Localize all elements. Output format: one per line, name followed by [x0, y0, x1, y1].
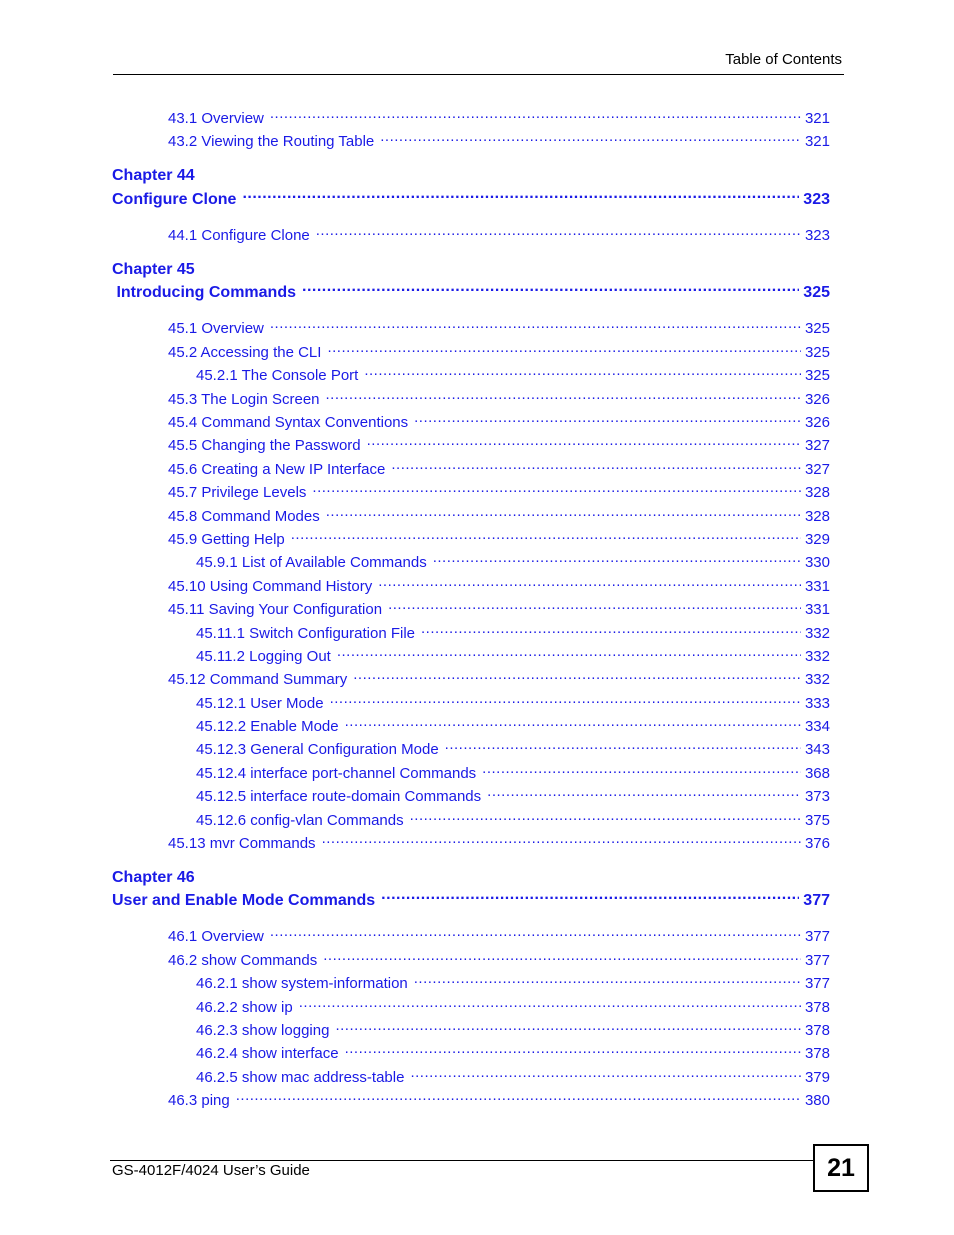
- dot-leader: [380, 131, 801, 146]
- toc-entry-label: 44.1 Configure Clone: [168, 227, 310, 244]
- toc-entry-page: 375: [804, 812, 830, 829]
- dot-leader: [414, 412, 801, 427]
- toc-entry-page: 378: [804, 999, 830, 1016]
- page-number-box: [813, 1144, 869, 1192]
- toc-subsection-entry[interactable]: [196, 786, 830, 805]
- toc-entry-page: 328: [804, 484, 830, 501]
- toc-entry-page: 331: [804, 578, 830, 595]
- dot-leader: [414, 973, 801, 988]
- toc-entry-page: 326: [804, 414, 830, 431]
- toc-entry-label: 45.2 Accessing the CLI: [168, 344, 322, 361]
- page-number: 21: [827, 1153, 855, 1182]
- toc-section-entry[interactable]: [168, 225, 830, 244]
- toc-entry-page: 327: [804, 461, 830, 478]
- toc-entry-page: 323: [803, 191, 830, 208]
- toc-entry-label: 45.3 The Login Screen: [168, 391, 320, 408]
- toc-entry-label: 45.7 Privilege Levels: [168, 484, 307, 501]
- dot-leader: [337, 646, 801, 661]
- toc-entry-label: 45.6 Creating a New IP Interface: [168, 461, 386, 478]
- toc-entry-page: 368: [804, 765, 830, 782]
- toc-entry-label: Configure Clone: [112, 191, 237, 208]
- toc-section-entry[interactable]: [168, 412, 830, 431]
- toc-section-entry[interactable]: [168, 108, 830, 127]
- toc-subsection-entry[interactable]: [196, 810, 830, 829]
- toc-entry-page: 332: [804, 648, 830, 665]
- toc-entry-page: 323: [804, 227, 830, 244]
- toc-entry-label: 46.2.4 show interface: [196, 1045, 339, 1062]
- footer-guide-title: GS-4012F/4024 User’s Guide: [112, 1162, 310, 1179]
- toc-section-entry[interactable]: [168, 669, 830, 688]
- toc-section-entry[interactable]: [168, 926, 830, 945]
- toc-entry-page: 331: [804, 601, 830, 618]
- dot-leader: [335, 1020, 801, 1035]
- dot-leader: [421, 623, 801, 638]
- dot-leader: [326, 389, 801, 404]
- dot-leader: [270, 318, 801, 333]
- toc-section-entry[interactable]: [168, 576, 830, 595]
- footer-rule: [110, 1160, 815, 1161]
- toc-entry-page: 325: [803, 284, 830, 301]
- dot-leader: [367, 435, 801, 450]
- toc-entry-label: Introducing Commands: [112, 284, 296, 301]
- toc-subsection-entry[interactable]: [196, 623, 830, 642]
- toc-subsection-entry[interactable]: [196, 997, 830, 1016]
- toc-entry-label: 45.11.1 Switch Configuration File: [196, 625, 416, 642]
- toc-entry-label: 46.2.2 show ip: [196, 999, 293, 1016]
- toc-entry-label: 45.11 Saving Your Configuration: [168, 601, 383, 618]
- toc-subsection-entry[interactable]: [196, 693, 830, 712]
- toc-chapter-entry[interactable]: [112, 281, 830, 302]
- dot-leader: [291, 529, 801, 544]
- toc-entry-page: 377: [804, 975, 830, 992]
- toc-entry-label: 45.12.5 interface route-domain Commands: [196, 788, 482, 805]
- toc-section-entry[interactable]: [168, 529, 830, 548]
- toc-entry-label: 45.11.2 Logging Out: [196, 648, 331, 665]
- toc-entry-page: 326: [804, 391, 830, 408]
- toc-entry-page: 376: [804, 835, 830, 852]
- toc-entry-page: 378: [804, 1022, 830, 1039]
- toc-section-entry[interactable]: [168, 599, 830, 618]
- toc-entry-label: 45.2.1 The Console Port: [196, 367, 359, 384]
- dot-leader: [364, 365, 801, 380]
- toc-entry-page: 332: [804, 625, 830, 642]
- chapter-number[interactable]: Chapter 44: [112, 167, 195, 184]
- dot-leader: [236, 1090, 801, 1105]
- toc-entry-label: 46.2.1 show system-information: [196, 975, 408, 992]
- toc-chapter-entry[interactable]: [112, 889, 830, 910]
- toc-entry-label: 46.2 show Commands: [168, 952, 318, 969]
- toc-section-entry[interactable]: [168, 506, 830, 525]
- toc-subsection-entry[interactable]: [196, 716, 830, 735]
- toc-section-entry[interactable]: [168, 950, 830, 969]
- toc-entry-page: 379: [804, 1069, 830, 1086]
- toc-entry-label: 46.1 Overview: [168, 928, 264, 945]
- dot-leader: [327, 342, 801, 357]
- dot-leader: [322, 833, 801, 848]
- toc-section-entry[interactable]: [168, 1090, 830, 1109]
- toc-subsection-entry[interactable]: [196, 739, 830, 758]
- toc-entry-page: 328: [804, 508, 830, 525]
- toc-entry-page: 321: [804, 133, 830, 150]
- toc-subsection-entry[interactable]: [196, 552, 830, 571]
- toc-section-entry[interactable]: [168, 131, 830, 150]
- toc-entry-label: 45.1 Overview: [168, 320, 264, 337]
- toc-entry-label: 45.12.3 General Configuration Mode: [196, 741, 439, 758]
- dot-leader: [302, 281, 799, 297]
- toc-entry-page: 373: [804, 788, 830, 805]
- dot-leader: [270, 926, 801, 941]
- header-rule: [113, 74, 844, 75]
- chapter-number[interactable]: Chapter 46: [112, 869, 195, 886]
- toc-subsection-entry[interactable]: [196, 1020, 830, 1039]
- toc-section-entry[interactable]: [168, 342, 830, 361]
- dot-leader: [487, 786, 801, 801]
- toc-entry-label: 45.4 Command Syntax Conventions: [168, 414, 409, 431]
- dot-leader: [345, 716, 801, 731]
- dot-leader: [482, 763, 801, 778]
- chapter-number[interactable]: Chapter 45: [112, 261, 195, 278]
- toc-entry-page: 329: [804, 531, 830, 548]
- toc-subsection-entry[interactable]: [196, 1043, 830, 1062]
- toc-entry-page: 330: [804, 554, 830, 571]
- toc-entry-page: 377: [804, 928, 830, 945]
- toc-section-entry[interactable]: [168, 389, 830, 408]
- toc-entry-page: 327: [804, 437, 830, 454]
- toc-entry-label: 45.9 Getting Help: [168, 531, 285, 548]
- toc-entry-page: 325: [804, 320, 830, 337]
- toc-section-entry[interactable]: [168, 833, 830, 852]
- dot-leader: [391, 459, 801, 474]
- toc-subsection-entry[interactable]: [196, 1067, 830, 1086]
- dot-leader: [353, 669, 801, 684]
- dot-leader: [378, 576, 801, 591]
- toc-entry-page: 325: [804, 344, 830, 361]
- toc-entry-page: 343: [804, 741, 830, 758]
- toc-entry-label: 45.12 Command Summary: [168, 671, 348, 688]
- toc-entry-page: 377: [803, 892, 830, 909]
- toc-entry-label: 45.9.1 List of Available Commands: [196, 554, 427, 571]
- toc-entry-label: 45.13 mvr Commands: [168, 835, 316, 852]
- toc-entry-label: 45.12.2 Enable Mode: [196, 718, 339, 735]
- dot-leader: [270, 108, 801, 123]
- dot-leader: [445, 739, 801, 754]
- toc-entry-label: 45.12.1 User Mode: [196, 695, 324, 712]
- dot-leader: [323, 950, 801, 965]
- dot-leader: [410, 1067, 801, 1082]
- toc-entry-page: 333: [804, 695, 830, 712]
- dot-leader: [388, 599, 801, 614]
- dot-leader: [316, 225, 801, 240]
- dot-leader: [299, 997, 801, 1012]
- toc-entry-page: 321: [804, 110, 830, 127]
- toc-section-entry[interactable]: [168, 435, 830, 454]
- toc-entry-label: 46.2.3 show logging: [196, 1022, 330, 1039]
- toc-section-entry[interactable]: [168, 318, 830, 337]
- dot-leader: [326, 506, 801, 521]
- toc-subsection-entry[interactable]: [196, 365, 830, 384]
- toc-entry-page: 377: [804, 952, 830, 969]
- toc-entry-page: 325: [804, 367, 830, 384]
- dot-leader: [381, 889, 799, 905]
- toc-subsection-entry[interactable]: [196, 763, 830, 782]
- toc-entry-label: 43.1 Overview: [168, 110, 264, 127]
- toc-entry-label: 45.12.6 config-vlan Commands: [196, 812, 404, 829]
- toc-entry-label: 43.2 Viewing the Routing Table: [168, 133, 375, 150]
- toc-entry-label: 45.10 Using Command History: [168, 578, 373, 595]
- toc-entry-label: 45.5 Changing the Password: [168, 437, 361, 454]
- dot-leader: [345, 1043, 801, 1058]
- dot-leader: [312, 482, 801, 497]
- toc-section-entry[interactable]: [168, 482, 830, 501]
- dot-leader: [330, 693, 801, 708]
- toc-entry-page: 380: [804, 1092, 830, 1109]
- toc-entry-page: 334: [804, 718, 830, 735]
- toc-entry-label: 45.8 Command Modes: [168, 508, 320, 525]
- toc-chapter-entry[interactable]: [112, 188, 830, 209]
- running-header: Table of Contents: [725, 51, 842, 68]
- toc-entry-label: 45.12.4 interface port-channel Commands: [196, 765, 477, 782]
- toc-entry-label: 46.2.5 show mac address-table: [196, 1069, 405, 1086]
- toc-entry-page: 378: [804, 1045, 830, 1062]
- dot-leader: [433, 552, 801, 567]
- toc-section-entry[interactable]: [168, 459, 830, 478]
- toc-entry-page: 332: [804, 671, 830, 688]
- toc-entry-label: 46.3 ping: [168, 1092, 230, 1109]
- toc-subsection-entry[interactable]: [196, 646, 830, 665]
- toc-subsection-entry[interactable]: [196, 973, 830, 992]
- dot-leader: [242, 188, 799, 204]
- toc-entry-label: User and Enable Mode Commands: [112, 892, 376, 909]
- dot-leader: [410, 810, 801, 825]
